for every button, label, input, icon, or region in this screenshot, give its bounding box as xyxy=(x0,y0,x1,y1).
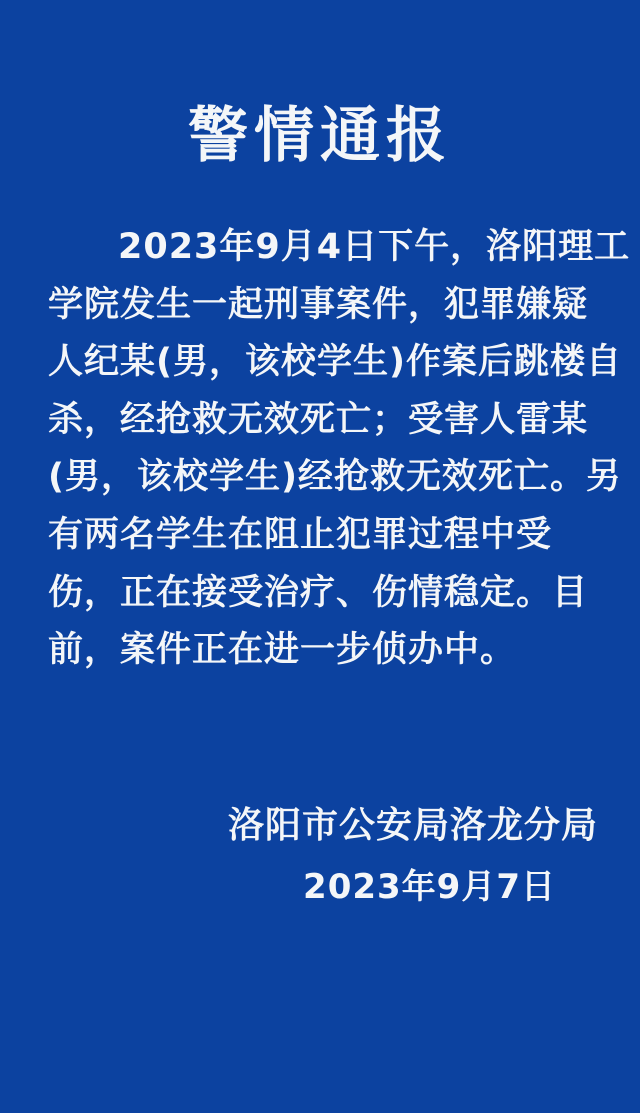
notice-body-line: 前，案件正在进一步侦办中。 xyxy=(48,630,517,671)
notice-body-line: 杀，经抢救无效死亡；受害人雷某 xyxy=(48,399,589,440)
notice-body-line: 学院发生一起刑事案件，犯罪嫌疑 xyxy=(48,284,589,325)
notice-body-line: 人纪某(男，该校学生)作案后跳楼自 xyxy=(48,342,622,383)
issue-date: 2023年9月7日 xyxy=(303,867,556,907)
notice-body-line: 伤，正在接受治疗、伤情稳定。目 xyxy=(48,572,589,613)
issuer-name: 洛阳市公安局洛龙分局 xyxy=(227,805,598,846)
notice-body-line: 有两名学生在阻止犯罪过程中受 xyxy=(48,514,553,555)
notice-title: 警情通报 xyxy=(188,101,452,171)
notice-body xyxy=(48,219,631,680)
notice-body-line: 2023年9月4日下午，洛阳理工 xyxy=(118,227,631,267)
notice-body-line: (男，该校学生)经抢救无效死亡。另 xyxy=(48,457,622,498)
